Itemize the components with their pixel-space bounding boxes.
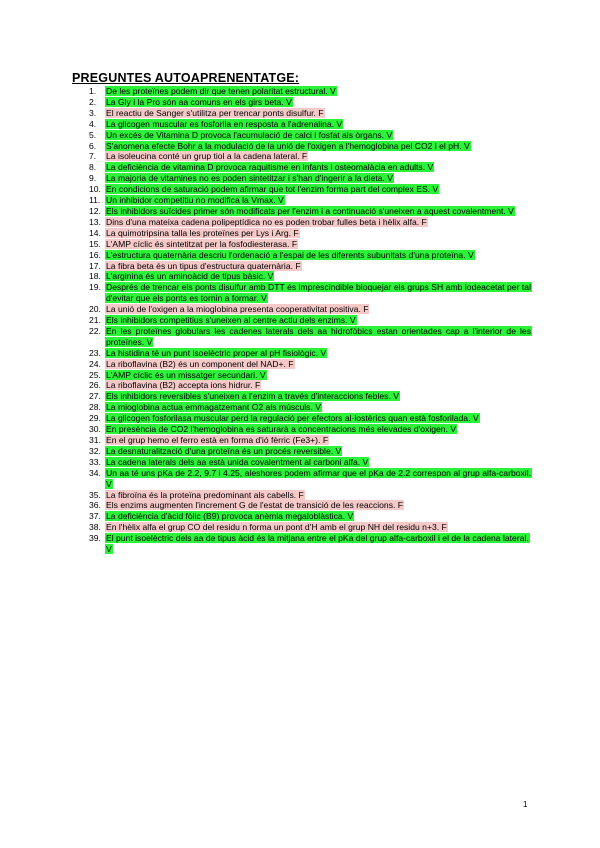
item-number: 8. (89, 162, 97, 173)
list-item (72, 304, 532, 315)
item-text: La cadena laterals dels aa està unida covalentment al carboni alfa. V (106, 456, 369, 467)
item-number: 12. (89, 205, 101, 216)
item-number: 22. (89, 325, 101, 336)
list-item (72, 250, 532, 261)
list-item (72, 173, 532, 184)
item-number: 19. (89, 282, 101, 293)
list-item (72, 108, 532, 119)
item-text: L'estructura quaternària descriu l'ordenació a l'espai de les diferents subunitats d'una proteïna. V (106, 249, 474, 260)
list-item (72, 359, 532, 370)
list-item (72, 413, 532, 424)
item-text: La fibra beta és un tipus d'estructura quaternària. F (106, 260, 301, 271)
page-title: PREGUNTES AUTOAPRENENTATGE: (72, 71, 300, 85)
item-text: La isoleucina conté un grup tiol a la cadena lateral. F (106, 151, 308, 162)
item-text: La mioglobina actua emmagatzemant O2 als músculs. V (106, 402, 321, 413)
item-number: 7. (89, 151, 97, 162)
item-number: 17. (89, 260, 101, 271)
page-number: 1 (523, 800, 528, 809)
item-text: Dins d'una mateixa cadena polipeptídica no es poden trobar fulles beta i hèlix alfa. F (106, 216, 427, 227)
list-item (72, 435, 532, 446)
item-number: 14. (89, 227, 101, 238)
list-item (72, 184, 532, 195)
item-number: 2. (89, 96, 97, 107)
item-text: De les proteïnes podem dir que tenen polaritat estructural. V (106, 86, 336, 96)
list-item (72, 228, 532, 239)
item-text: El reactiu de Sanger s'utilitza per trencar ponts disulfur. F (106, 107, 324, 118)
list-item (72, 380, 532, 391)
list-item (72, 370, 532, 381)
item-number: 33. (89, 456, 101, 467)
item-number: 11. (89, 195, 101, 206)
item-number: 20. (89, 304, 101, 315)
item-number: 38. (89, 522, 101, 533)
item-text: La desnaturalització d'una proteïna és un procés reversible. V (106, 445, 342, 456)
item-text: S'anomena efecte Bohr a la modulació de la unió de l'oxigen a l'hemoglobina pel CO2 i el pH. V (106, 140, 470, 151)
list-item (72, 446, 532, 457)
item-text: L'AMP cíclic és sintetitzat per la fosfodiesterasa. F (106, 238, 298, 249)
list-item (72, 217, 532, 228)
item-number: 23. (89, 347, 101, 358)
item-text: La quimotripsina talla les proteïnes per Lys i Arg. F (106, 227, 299, 238)
list-item (72, 457, 532, 468)
item-number: 6. (89, 140, 97, 151)
list-item (72, 162, 532, 173)
item-text: Els enzims augmenten l'increment G de l'estat de transició de les reaccions. F (106, 500, 404, 511)
list-item (72, 86, 532, 97)
list-item (72, 151, 532, 162)
item-text: Un aa té uns pKa de 2.2, 9.7 i 4.25, aleshores podem afirmar que el pKa de 2.2 correspon al grup alfa-carboxil. V (106, 467, 531, 489)
question-list (72, 86, 532, 555)
item-number: 37. (89, 511, 101, 522)
item-text: Els inhibidors competitius s'uneixen al centre actiu dels enzims. V (106, 315, 356, 326)
item-number: 9. (89, 173, 97, 184)
list-item (72, 522, 532, 533)
item-number: 36. (89, 500, 101, 511)
item-number: 34. (89, 467, 101, 478)
item-number: 5. (89, 129, 97, 140)
list-item (72, 97, 532, 108)
item-number: 32. (89, 445, 101, 456)
item-text: Els inhibidors suïcides primer són modificats per l'enzim i a continuació s'uneixen a aquest covalentment. V (106, 205, 514, 216)
item-text: La riboflavina (B2) accepta ions hidrur. F (106, 380, 261, 391)
item-text: La glicogen muscular es fosforila en resposta a l'adrenalina. V (106, 118, 343, 129)
item-number: 10. (89, 184, 101, 195)
item-number: 27. (89, 391, 101, 402)
item-text: Un excés de Vitamina D provoca l'acumulació de calci i fosfat als òrgans. V (106, 129, 393, 140)
list-item (72, 424, 532, 435)
list-item (72, 141, 532, 152)
item-number: 24. (89, 358, 101, 369)
item-number: 26. (89, 380, 101, 391)
item-text: La unió de l'oxigen a la mioglobina presenta cooperativitat positiva. F (106, 304, 369, 315)
list-item (72, 348, 532, 359)
item-text: En les proteïnes globulars les cadenes laterals dels aa hidrofòbics estan orientades cap a l'interior de les proteïnes. V (106, 325, 531, 347)
list-item (72, 119, 532, 130)
list-item (72, 282, 532, 304)
item-text: La majoria de vitamines no es poden sintetitzar i s'han d'ingerir a la dieta. V (106, 173, 394, 184)
list-item (72, 206, 532, 217)
item-number: 39. (89, 533, 101, 544)
item-text: En condicions de saturació podem afirmar que tot l'enzim forma part del complex ES. V (106, 184, 439, 195)
item-text: L'arginina és un aminoàcid de tipus bàsic. V (106, 271, 274, 282)
item-number: 28. (89, 402, 101, 413)
item-number: 1. (89, 86, 97, 96)
item-number: 21. (89, 315, 101, 326)
list-item (72, 500, 532, 511)
list-item (72, 468, 532, 490)
item-number: 16. (89, 249, 101, 260)
item-text: La riboflavina (B2) és un component del NAD+. F (106, 358, 294, 369)
item-text: Després de trencar els ponts disulfur amb DTT és imprescindible bloquejar els grups SH amb iodeacetat per tal d'evitar que els ponts es tornin a formar. V (106, 282, 531, 304)
item-text: L'AMP cíclic és un missatger secundari. V (106, 369, 266, 380)
item-number: 18. (89, 271, 101, 282)
list-item (72, 326, 532, 348)
item-text: La deficiència de vitamina D provoca raquitisme en infants i osteomalàcia en adults. V (106, 162, 434, 173)
item-text: La glicogen fosforilasa muscular perd la regulació per efectors al·lostèrics quan està fosforilada. V (106, 413, 479, 424)
item-text: En l'hèlix alfa el grup CO del residu n forma un pont d'H amb el grup NH del residu n+3. F (106, 522, 447, 533)
list-item (72, 533, 532, 555)
item-number: 29. (89, 413, 101, 424)
list-item (72, 391, 532, 402)
item-number: 25. (89, 369, 101, 380)
list-item (72, 315, 532, 326)
item-number: 15. (89, 238, 101, 249)
list-item (72, 195, 532, 206)
item-text: La Gly i la Pro són aa comuns en els girs beta. V (106, 96, 292, 107)
list-item (72, 130, 532, 141)
item-text: La histidina té un punt isoelèctric proper al pH fisiològic. V (106, 347, 327, 358)
list-item (72, 490, 532, 501)
item-text: Un inhibidor competitiu no modifica la Vmax. V (106, 195, 284, 206)
item-text: Els inhibidors reversibles s'uneixen a l'enzim a través d'interaccions febles. V (106, 391, 399, 402)
list-item (72, 511, 532, 522)
item-text: La fibroïna és la proteïna predominant als cabells. F (106, 489, 304, 500)
list-item (72, 239, 532, 250)
item-number: 4. (89, 118, 97, 129)
item-text: En el grup hemo el ferro està en forma d'ió fèrric (Fe3+). F (106, 435, 329, 445)
item-text: La deficiència d'àcid fòlic (B9) provoca anèmia megaloblàstica. V (106, 511, 354, 522)
item-text: El punt isoelèctric dels aa de tipus àcid és la mitjana entre el pKa del grup alfa-carboxil i el de la cadena lateral. V (106, 533, 529, 555)
list-item (72, 402, 532, 413)
item-number: 13. (89, 216, 101, 227)
item-number: 31. (89, 435, 101, 445)
item-text: En presència de CO2 l'hemoglobina es saturarà a concentracions més elevades d'oxigen. V (106, 424, 457, 435)
list-item (72, 261, 532, 272)
item-number: 3. (89, 107, 97, 118)
item-number: 30. (89, 424, 101, 435)
item-number: 35. (89, 489, 101, 500)
list-item (72, 271, 532, 282)
